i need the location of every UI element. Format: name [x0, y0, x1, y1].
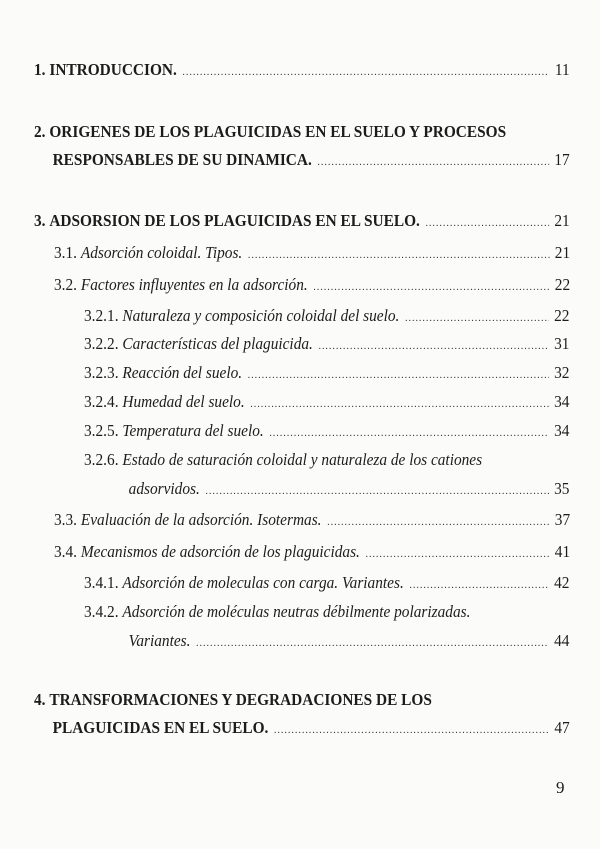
toc-number: 3.2.2. — [84, 334, 119, 353]
toc-line — [54, 243, 570, 265]
toc-page: 47 — [554, 718, 570, 737]
toc-entry-3-2-2[interactable] — [84, 334, 569, 356]
toc-line — [84, 573, 569, 595]
toc-line — [84, 602, 569, 622]
toc-number: 4. — [34, 690, 46, 709]
toc-title: Humedad del suelo. — [122, 392, 245, 411]
toc-page: 22 — [554, 306, 570, 325]
toc-line — [84, 363, 569, 385]
toc-leader — [405, 308, 549, 328]
toc-entry-2[interactable] — [34, 122, 570, 172]
toc-entry-3-2-3[interactable] — [84, 363, 569, 385]
toc-line — [34, 690, 570, 710]
toc-number: 3. — [34, 211, 46, 230]
toc-page: 32 — [554, 363, 570, 382]
toc-leader — [425, 213, 548, 233]
toc-entry-3-2[interactable] — [54, 275, 570, 297]
toc-line — [54, 510, 570, 532]
toc-title: Adsorción de moléculas neutras débilmente polarizadas. — [122, 602, 471, 621]
toc-title: Adsorción de moleculas con carga. Variantes. — [122, 573, 404, 592]
toc-leader — [318, 336, 548, 356]
toc-entry-3-4-1[interactable] — [84, 573, 569, 595]
toc-number: 3.2.6. — [84, 450, 119, 469]
toc-page: 37 — [554, 510, 571, 529]
toc-line — [84, 306, 569, 328]
toc-leader — [317, 152, 548, 172]
toc-title: Temperatura del suelo. — [122, 421, 264, 440]
toc-number: 3.2.3. — [84, 363, 119, 382]
toc-line — [54, 275, 570, 297]
toc-leader — [313, 277, 549, 297]
toc-title-cont: RESPONSABLES DE SU DINAMICA. — [52, 150, 312, 169]
toc-number: 3.4.2. — [84, 602, 119, 621]
toc-entry-4[interactable] — [34, 690, 570, 740]
toc-page: 21 — [554, 211, 570, 230]
toc-leader — [365, 544, 549, 564]
toc-number: 3.2. — [54, 275, 78, 294]
toc-title: Estado de saturación coloidal y naturaleza de los cationes — [122, 450, 483, 469]
toc-number: 3.3. — [54, 510, 78, 529]
toc-title: Características del plaguicida. — [122, 334, 313, 353]
toc-page: 34 — [554, 421, 570, 440]
toc-entry-3-4-2[interactable] — [84, 602, 569, 653]
toc-line — [84, 479, 569, 501]
toc-leader — [205, 481, 548, 501]
toc-leader — [250, 394, 548, 414]
toc-number: 1. — [34, 60, 46, 79]
toc-line — [34, 211, 570, 233]
toc-title: ORIGENES DE LOS PLAGUICIDAS EN EL SUELO Y PROCESOS — [49, 122, 507, 141]
toc-title-cont: adsorvidos. — [128, 479, 200, 498]
toc-line — [84, 450, 569, 470]
toc-entry-3-3[interactable] — [54, 510, 570, 532]
page-number: 9 — [556, 778, 565, 797]
toc-number: 3.2.5. — [84, 421, 119, 440]
toc-line — [84, 631, 569, 653]
toc-leader — [269, 423, 548, 443]
toc-title-cont: Variantes. — [128, 631, 191, 650]
toc-leader — [248, 365, 549, 385]
toc-entry-3-2-5[interactable] — [84, 421, 569, 443]
toc-title: Factores influyentes en la adsorción. — [80, 275, 308, 294]
toc-line — [34, 150, 570, 172]
toc-page: 35 — [554, 479, 570, 498]
toc-entry-3-4[interactable] — [54, 542, 570, 564]
toc-leader — [182, 62, 549, 82]
toc-page: 17 — [554, 150, 570, 169]
toc-number: 2. — [34, 122, 46, 141]
toc-leader — [196, 633, 548, 653]
toc-line — [84, 392, 569, 414]
toc-title: TRANSFORMACIONES Y DEGRADACIONES DE LOS — [49, 690, 432, 709]
toc-line — [34, 60, 570, 82]
toc-number: 3.4. — [54, 542, 78, 561]
toc-line — [34, 122, 570, 142]
toc-title-cont: PLAGUICIDAS EN EL SUELO. — [52, 718, 269, 737]
toc-line — [34, 718, 570, 740]
toc-entry-3-2-1[interactable] — [84, 306, 569, 328]
toc-leader — [409, 575, 548, 595]
toc-line — [84, 334, 569, 356]
toc-page: 11 — [554, 60, 570, 79]
toc-page: 22 — [554, 275, 571, 294]
toc-title: Evaluación de la adsorción. Isotermas. — [80, 510, 322, 529]
toc-line — [54, 542, 570, 564]
toc-entry-3-2-6[interactable] — [84, 450, 569, 501]
toc-number: 3.2.1. — [84, 306, 119, 325]
toc-number: 3.4.1. — [84, 573, 119, 592]
toc-entry-3[interactable] — [34, 211, 570, 233]
toc-page: 31 — [554, 334, 570, 353]
toc-leader — [248, 245, 549, 265]
toc-line — [84, 421, 569, 443]
toc-page: 41 — [554, 542, 571, 561]
toc-number: 3.1. — [54, 243, 78, 262]
toc-title: Mecanismos de adsorción de los plaguicidas. — [80, 542, 360, 561]
toc-leader — [327, 512, 549, 532]
toc-page: 42 — [554, 573, 570, 592]
toc-title: Naturaleza y composición coloidal del suelo. — [122, 306, 400, 325]
toc-entry-3-2-4[interactable] — [84, 392, 569, 414]
toc-title: INTRODUCCION. — [49, 60, 177, 79]
toc-title: ADSORSION DE LOS PLAGUICIDAS EN EL SUELO. — [49, 211, 420, 230]
toc-title: Adsorción coloidal. Tipos. — [80, 243, 243, 262]
toc-entry-1[interactable] — [34, 60, 570, 82]
toc-number: 3.2.4. — [84, 392, 119, 411]
toc-entry-3-1[interactable] — [54, 243, 570, 265]
toc-page: 34 — [554, 392, 570, 411]
toc-leader — [274, 720, 549, 740]
toc-title: Reacción del suelo. — [122, 363, 243, 382]
toc-page: 44 — [554, 631, 570, 650]
toc-page: 21 — [554, 243, 571, 262]
